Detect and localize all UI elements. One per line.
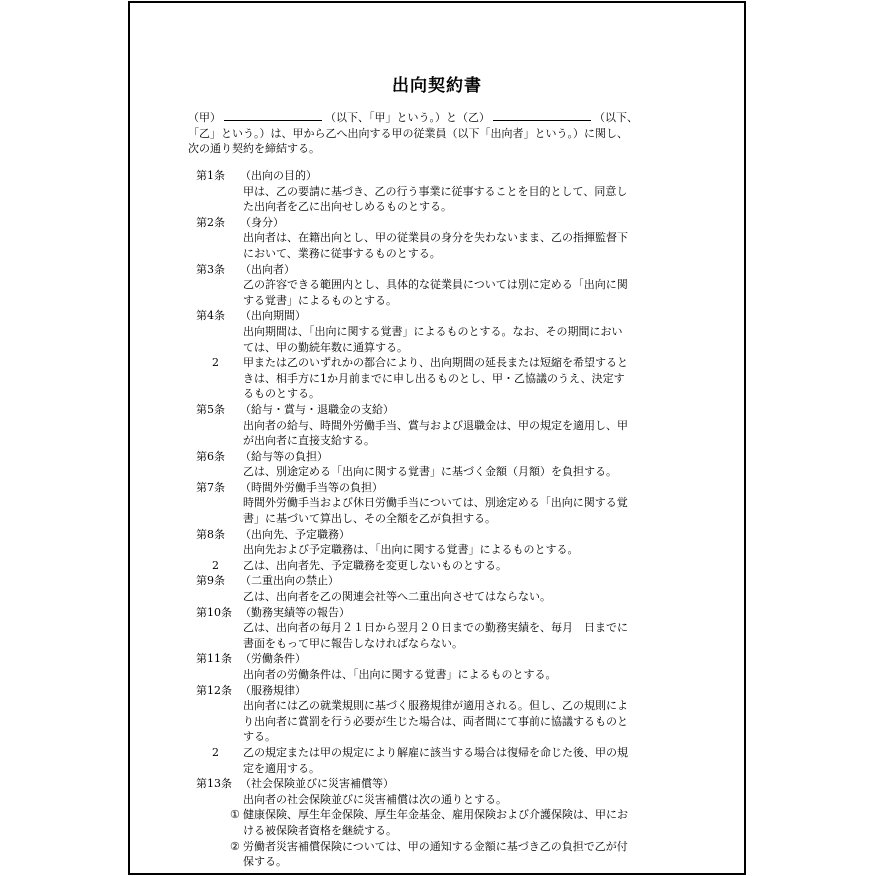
- article-title: （労働条件）: [240, 652, 306, 666]
- article-text-line: 出向者には乙の就業規則に基づく服務規律が適用される。但し、乙の規則によ: [243, 699, 628, 713]
- sub-item-text: 労働者災害補償保険については、甲の通知する金額に基づき乙の負担で乙が付: [243, 839, 628, 853]
- article-text-line: ては、甲の勤続年数に通算する。: [243, 340, 408, 354]
- article-title: （時間外労働手当等の負担）: [240, 480, 383, 494]
- article-text-line: 出向期間は、「出向に関する覚書」によるものとする。なお、その期間におい: [243, 324, 623, 338]
- article: [196, 402, 692, 449]
- articles-list: [196, 168, 692, 870]
- intro-paragraph: [188, 110, 700, 157]
- article-paragraph-line: [196, 386, 692, 402]
- article-title: （二重出向の禁止）: [240, 574, 339, 588]
- article-number: 第13条: [196, 777, 232, 791]
- article-number: 第6条: [196, 449, 225, 463]
- sub-item-marker: ①: [230, 808, 240, 822]
- article-text-line: 書」に基づいて算出し、その全額を乙が負担する。: [243, 512, 496, 526]
- article-paragraph-line: [196, 371, 692, 387]
- paragraph-number: [196, 371, 243, 387]
- article-number: 第12条: [196, 683, 232, 697]
- article-number: 第1条: [196, 169, 225, 182]
- article-title: （服務規律）: [240, 683, 306, 697]
- article-paragraph-line: [196, 745, 692, 761]
- article-number: 第10条: [196, 605, 232, 619]
- article-heading: [196, 449, 692, 465]
- article-text-line: た出向者を乙に出向せしめるものとする。: [243, 200, 452, 214]
- sub-item-marker: ②: [230, 839, 240, 853]
- article-heading: [196, 308, 692, 324]
- intro-line-2: 「乙」という。）は、甲から乙へ出向する甲の従業員（以下「出向者」という。）に関し、: [188, 126, 628, 140]
- paragraph-text: 乙は、出向者先、予定職務を変更しないものとする。: [243, 558, 507, 572]
- article-title: （勤務実績等の報告）: [240, 605, 350, 619]
- article: [196, 449, 692, 480]
- intro-line-1: [188, 110, 700, 126]
- article-text-line: 出向者の労働条件は、「出向に関する覚書」によるものとする。: [243, 668, 557, 681]
- article-heading: [196, 651, 692, 667]
- article-title: （給与等の負担）: [240, 449, 328, 463]
- article-heading: [196, 527, 692, 543]
- intro-line-3: 次の通り契約を締結する。: [188, 142, 320, 155]
- sub-item-line: [196, 823, 692, 839]
- article-heading: [196, 402, 692, 418]
- article-text-line: り出向者に賞罰を行う必要が生じた場合は、両者間にて事前に協議するものと: [243, 714, 628, 728]
- paragraph-number: [196, 386, 243, 402]
- article-title: （出向先、予定職務）: [240, 527, 350, 541]
- article-heading: [196, 215, 692, 231]
- article-heading: [196, 683, 692, 699]
- paragraph-text: るものとする。: [243, 387, 320, 401]
- paragraph-number: [196, 761, 243, 777]
- article: [196, 168, 692, 215]
- intro-party-a: （甲）: [188, 111, 221, 124]
- article-heading: [196, 605, 692, 621]
- article-title: （身分）: [240, 215, 284, 229]
- article-text-line: 出向者は、在籍出向とし、甲の従業員の身分を失わないまま、乙の指揮監督下: [243, 231, 628, 245]
- sub-item-marker: [230, 854, 243, 870]
- article-paragraph-line: [196, 761, 692, 777]
- article: [196, 262, 692, 309]
- article-number: 第11条: [196, 652, 232, 666]
- article: [196, 651, 692, 682]
- article-text-line: 出向者の給与、時間外労働手当、賞与および退職金は、甲の規定を適用し、甲: [243, 418, 628, 432]
- intro-continued: （以下、: [594, 111, 638, 124]
- article-paragraph-line: [196, 355, 692, 371]
- article-heading: [196, 168, 692, 184]
- article-text-line: 乙の許容できる範囲内とし、具体的な従業員については別に定める「出向に関: [243, 278, 628, 292]
- article-number: 第5条: [196, 402, 225, 416]
- article-text-line: 書面をもって甲に報告しなければならない。: [243, 636, 463, 650]
- article-text-line: 乙は、出向者を乙の関連会社等へ二重出向させてはならない。: [243, 590, 551, 604]
- article-heading: [196, 480, 692, 496]
- article-heading: [196, 262, 692, 278]
- article: [196, 308, 692, 402]
- paragraph-number: 2: [212, 558, 219, 572]
- paragraph-text: 定を適用する。: [243, 761, 320, 775]
- sub-item-line: [196, 807, 692, 823]
- paragraph-text: 甲または乙のいずれかの都合により、出向期間の延長または短縮を希望すると: [243, 356, 628, 370]
- article-title: （出向期間）: [240, 309, 306, 323]
- article-paragraph-line: [196, 558, 692, 574]
- article-title: （社会保険並びに災害補償等）: [240, 777, 394, 791]
- article: [196, 683, 692, 777]
- article-text-line: 出向者の社会保険並びに災害補償は次の通りとする。: [243, 792, 507, 806]
- document-title: 出向契約書: [392, 76, 482, 96]
- paragraph-number: 2: [212, 356, 219, 370]
- article-number: 第8条: [196, 527, 225, 541]
- article-text-line: する。: [243, 730, 276, 744]
- article-heading: [196, 573, 692, 589]
- party-b-blank: [493, 111, 591, 121]
- document-page: [128, 1, 746, 875]
- article: [196, 776, 692, 870]
- intro-party-b: （以下、「甲」という。）と（乙）: [325, 111, 490, 124]
- article-text-line: が出向者に直接支給する。: [243, 434, 375, 448]
- article-number: 第9条: [196, 574, 225, 588]
- article: [196, 527, 692, 574]
- party-a-blank: [224, 111, 322, 121]
- article-title: （給与・賞与・退職金の支給）: [240, 402, 394, 416]
- paragraph-text: 乙の規定または甲の規定により解雇に該当する場合は復帰を命じた後、甲の規: [243, 745, 628, 759]
- article-title: （出向者）: [240, 262, 295, 276]
- article: [196, 480, 692, 527]
- sub-item-text: ける被保険者資格を継続する。: [243, 823, 397, 837]
- article-text-line: において、業務に従事するものとする。: [243, 246, 441, 260]
- article-number: 第4条: [196, 309, 225, 323]
- article-text-line: 出向先および予定職務は、「出向に関する覚書」によるものとする。: [243, 543, 579, 557]
- article-text-line: 乙は、別途定める「出向に関する覚書」に基づく金額（月額）を負担する。: [243, 465, 617, 479]
- sub-item-marker: [230, 823, 243, 839]
- article: [196, 215, 692, 262]
- article-number: 第7条: [196, 480, 225, 494]
- article-text-line: 時間外労働手当および休日労働手当については、別途定める「出向に関する覚: [243, 496, 628, 510]
- article-text-line: 甲は、乙の要請に基づき、乙の行う事業に従事することを目的として、同意し: [243, 184, 628, 198]
- article-number: 第3条: [196, 262, 225, 276]
- paragraph-number: 2: [212, 745, 219, 759]
- article-heading: [196, 776, 692, 792]
- sub-item-text: 健康保険、厚生年金保険、厚生年金基金、雇用保険および介護保険は、甲にお: [243, 808, 628, 822]
- article: [196, 573, 692, 604]
- article: [196, 605, 692, 652]
- sub-item-line: [196, 839, 692, 855]
- paragraph-text: きは、相手方に1か月前までに申し出るものとし、甲・乙協議のうえ、決定す: [243, 371, 625, 385]
- sub-item-text: 保する。: [243, 855, 287, 869]
- article-number: 第2条: [196, 215, 225, 229]
- sub-item-line: [196, 854, 692, 870]
- article-text-line: する覚書」によるものとする。: [243, 293, 397, 307]
- article-title: （出向の目的）: [240, 169, 317, 182]
- article-text-line: 乙は、出向者の毎月２１日から翌月２０日までの勤務実績を、毎月 日までに: [243, 621, 628, 635]
